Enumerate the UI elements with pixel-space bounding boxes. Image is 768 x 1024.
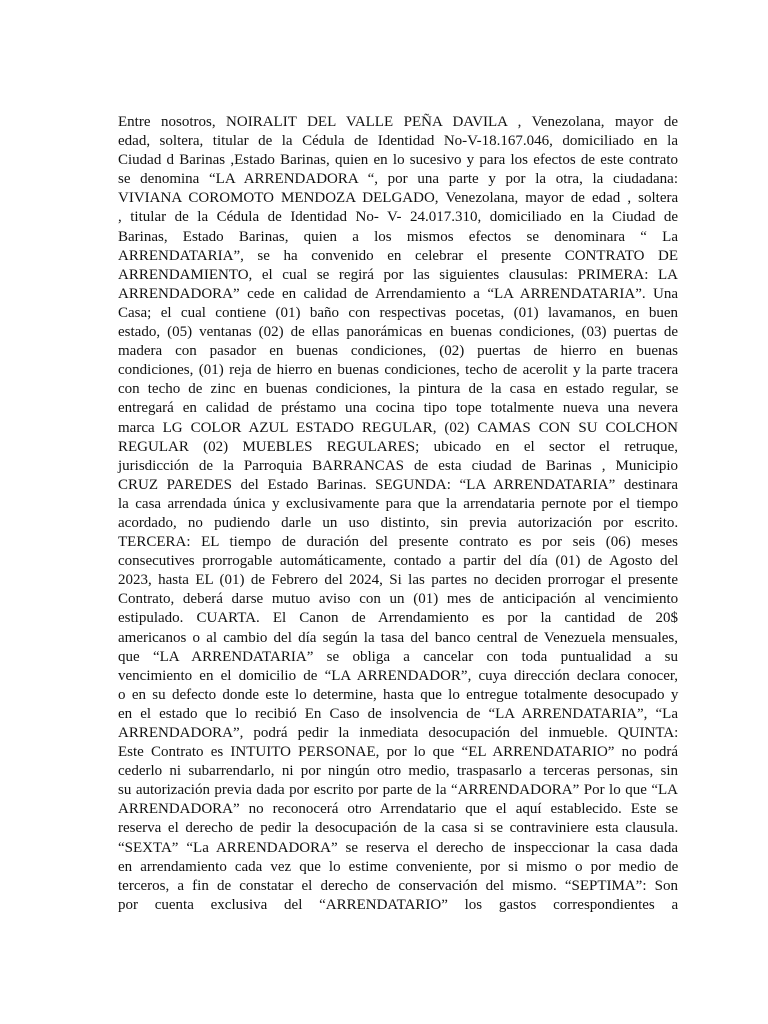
text-line: 2023, hasta EL (01) de Febrero del 2024, Si las partes no deciden prorrogar el presente bbox=[118, 572, 678, 589]
text-line: Entre nosotros, NOIRALIT DEL VALLE PEÑA DAVILA , Venezolana, mayor de bbox=[118, 114, 678, 130]
text-line: estipulado. CUARTA. El Canon de Arrendamiento es por la cantidad de 20$ bbox=[118, 610, 678, 627]
text-line: ARRENDADORA” no reconocerá otro Arrendatario que el aquí establecido. Este se bbox=[118, 801, 678, 818]
text-line: , titular de la Cédula de Identidad No- V- 24.017.310, domiciliado en la Ciudad de bbox=[118, 209, 678, 226]
text-line: Este Contrato es INTUITO PERSONAE, por lo que “EL ARRENDATARIO” no podrá bbox=[118, 744, 679, 761]
text-line: TERCERA: EL tiempo de duración del presente contrato es por seis (06) meses bbox=[118, 534, 678, 551]
text-line: cederlo ni subarrendarlo, ni por ningún otro medio, traspasarlo a terceras personas, sin bbox=[118, 763, 678, 780]
contract-body-text bbox=[118, 113, 678, 915]
text-line: que “LA ARRENDATARIA” se obliga a cancelar con toda puntualidad a su bbox=[118, 648, 678, 665]
text-line: Ciudad d Barinas ,Estado Barinas, quien en lo sucesivo y para los efectos de este contrato bbox=[118, 152, 678, 169]
text-line: estado, (05) ventanas (02) de ellas panorámicas en buenas condiciones, (03) puertas de bbox=[118, 324, 678, 341]
text-line: “SEXTA” “La ARRENDADORA” se reserva el derecho de inspeccionar la casa dada bbox=[118, 839, 678, 856]
text-line: terceros, a fin de constatar el derecho de conservación del mismo. “SEPTIMA”: Son bbox=[118, 877, 678, 894]
text-line: REGULAR (02) MUEBLES REGULARES; ubicado en el sector el retruque, bbox=[118, 438, 678, 455]
text-line: condiciones, (01) reja de hierro en buenas condiciones, techo de acerolit y la parte tracera bbox=[118, 362, 679, 379]
text-line: consecutives prorrogable automáticamente, contado a partir del día (01) de Agosto del bbox=[118, 553, 679, 570]
text-line: en arrendamiento cada vez que lo estime conveniente, por si mismo o por medio de bbox=[118, 858, 679, 875]
text-line: vencimiento en el domicilio de “LA ARRENDADOR”, cuya dirección declara conocer, bbox=[118, 667, 678, 684]
text-line: ARRENDAMIENTO, el cual se regirá por las siguientes clausulas: PRIMERA: LA bbox=[118, 266, 678, 283]
text-line: edad, soltera, titular de la Cédula de Identidad No-V-18.167.046, domiciliado en la bbox=[118, 133, 678, 150]
text-line: con techo de zinc en buenas condiciones, la pintura de la casa en estado regular, se bbox=[118, 381, 679, 398]
text-line: americanos o al cambio del día según la tasa del banco central de Venezuela mensuales, bbox=[118, 629, 678, 646]
text-line: acordado, no pudiendo darle un uso distinto, sin previa autorización por escrito. bbox=[118, 514, 679, 531]
text-line: ARRENDADORA”, podrá pedir la inmediata desocupación del inmueble. QUINTA: bbox=[118, 725, 679, 741]
text-line: por cuenta exclusiva del “ARRENDATARIO” los gastos correspondientes a bbox=[118, 896, 679, 913]
text-line: o en su defecto donde este lo determine, hasta que lo entregue totalmente desocupado y bbox=[118, 686, 679, 703]
text-line: marca LG COLOR AZUL ESTADO REGULAR, (02) CAMAS CON SU COLCHON bbox=[118, 419, 678, 436]
text-line: jurisdicción de la Parroquia BARRANCAS de esta ciudad de Barinas , Municipio bbox=[118, 457, 678, 474]
text-line: su autorización previa dada por escrito por parte de la “ARRENDADORA” Por lo que “LA bbox=[118, 782, 678, 799]
text-line: la casa arrendada única y exclusivamente para que la arrendataria pernote por el tiempo bbox=[118, 495, 679, 512]
text-line: Casa; el cual contiene (01) baño con respectivas pocetas, (01) lavamanos, en buen bbox=[118, 304, 678, 321]
text-line: entregará en calidad de préstamo una cocina tipo tope totalmente nueva una nevera bbox=[118, 400, 679, 417]
text-line: Contrato, deberá darse mutuo aviso con un (01) mes de anticipación al vencimiento bbox=[118, 591, 679, 608]
text-line: Barinas, Estado Barinas, quien a los mismos efectos se denominara “ La bbox=[118, 228, 678, 245]
text-line: ARRENDADORA” cede en calidad de Arrendamiento a “LA ARRENDATARIA”. Una bbox=[118, 285, 679, 302]
text-line: reserva el derecho de pedir la desocupación de la casa si se contraviniere esta clausula. bbox=[118, 820, 679, 837]
text-line: VIVIANA COROMOTO MENDOZA DELGADO, Venezolana, mayor de edad , soltera bbox=[118, 190, 679, 207]
text-line: madera con pasador en buenas condiciones, (02) puertas de hierro en buenas bbox=[118, 343, 678, 360]
text-line: en el estado que lo recibió En Caso de insolvencia de “LA ARRENDATARIA”, “La bbox=[118, 705, 678, 722]
text-line: ARRENDATARIA”, se ha convenido en celebrar el presente CONTRATO DE bbox=[118, 247, 678, 264]
text-line: se denomina “LA ARRENDADORA “, por una parte y por la otra, la ciudadana: bbox=[118, 171, 678, 188]
text-line: CRUZ PAREDES del Estado Barinas. SEGUNDA: “LA ARRENDATARIA” destinara bbox=[118, 476, 678, 493]
